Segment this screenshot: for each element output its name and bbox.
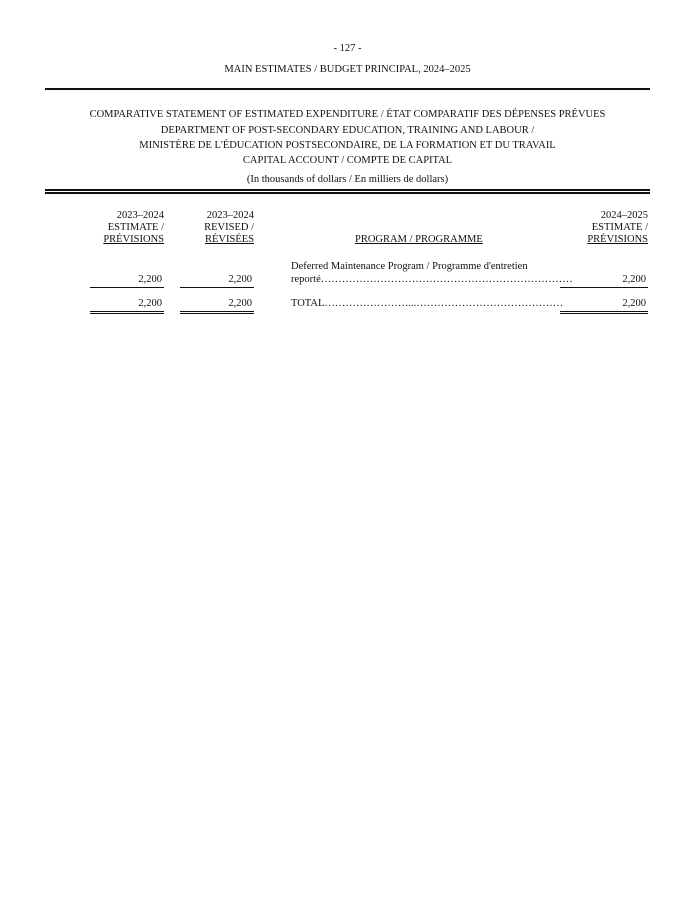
row-description-line1: Deferred Maintenance Program / Programme d'entretien [291, 261, 528, 272]
total-estimate-2024: 2,200 [622, 298, 646, 309]
row-revised-2023: 2,200 [228, 274, 252, 285]
col-header-estimate-2023 [90, 210, 164, 246]
running-title: MAIN ESTIMATES / BUDGET PRINCIPAL, 2024–2025 [224, 64, 471, 75]
total-underline-col2-b [180, 313, 254, 314]
page-number: - 127 - [333, 43, 362, 54]
row-estimate-2024: 2,200 [622, 274, 646, 285]
col-header-label-fr: PRÉVISIONS [103, 234, 164, 245]
col-header-revised-2023 [180, 210, 254, 246]
col-header-label: ESTIMATE / [107, 222, 164, 233]
col-header-year: 2024–2025 [600, 210, 648, 221]
col-header-label-fr: PRÉVISIONS [587, 234, 648, 245]
department-name-en: DEPARTMENT OF POST-SECONDARY EDUCATION, TRAINING AND LABOUR / [160, 125, 535, 136]
account-name: CAPITAL ACCOUNT / COMPTE DE CAPITAL [242, 155, 453, 166]
col-header-year: 2023–2024 [206, 210, 254, 221]
col-header-label: REVISED / [204, 222, 254, 233]
units-note: (In thousands of dollars / En milliers de dollars) [246, 174, 449, 185]
total-underline-col1-a [90, 311, 164, 312]
table-top-rule-2 [45, 192, 650, 194]
col-header-year: 2023–2024 [116, 210, 164, 221]
total-underline-col4-b [560, 313, 648, 314]
col-header-label: ESTIMATE / [591, 222, 648, 233]
total-revised-2023: 2,200 [228, 298, 252, 309]
row-estimate-2023: 2,200 [138, 274, 162, 285]
total-underline-col4-a [560, 311, 648, 312]
total-underline-col2-a [180, 311, 254, 312]
col-header-program: PROGRAM / PROGRAMME [355, 234, 483, 245]
table-top-rule-1 [45, 189, 650, 191]
total-label: TOTAL……………………...…………………………………… [291, 298, 564, 309]
row-description-line2: reporté……………………………………………………………… [291, 274, 573, 285]
col-header-label-fr: RÉVISÉES [204, 234, 254, 245]
col-header-estimate-2024 [560, 210, 648, 246]
row-underline-col2 [180, 287, 254, 288]
total-underline-col1-b [90, 313, 164, 314]
row-underline-col1 [90, 287, 164, 288]
row-underline-col4 [560, 287, 648, 288]
total-estimate-2023: 2,200 [138, 298, 162, 309]
statement-title: COMPARATIVE STATEMENT OF ESTIMATED EXPENDITURE / ÉTAT COMPARATIF DES DÉPENSES PRÉVUES [89, 109, 606, 120]
header-rule [45, 88, 650, 90]
department-name-fr: MINISTÈRE DE L'ÉDUCATION POSTSECONDAIRE, DE LA FORMATION ET DU TRAVAIL [139, 140, 556, 151]
